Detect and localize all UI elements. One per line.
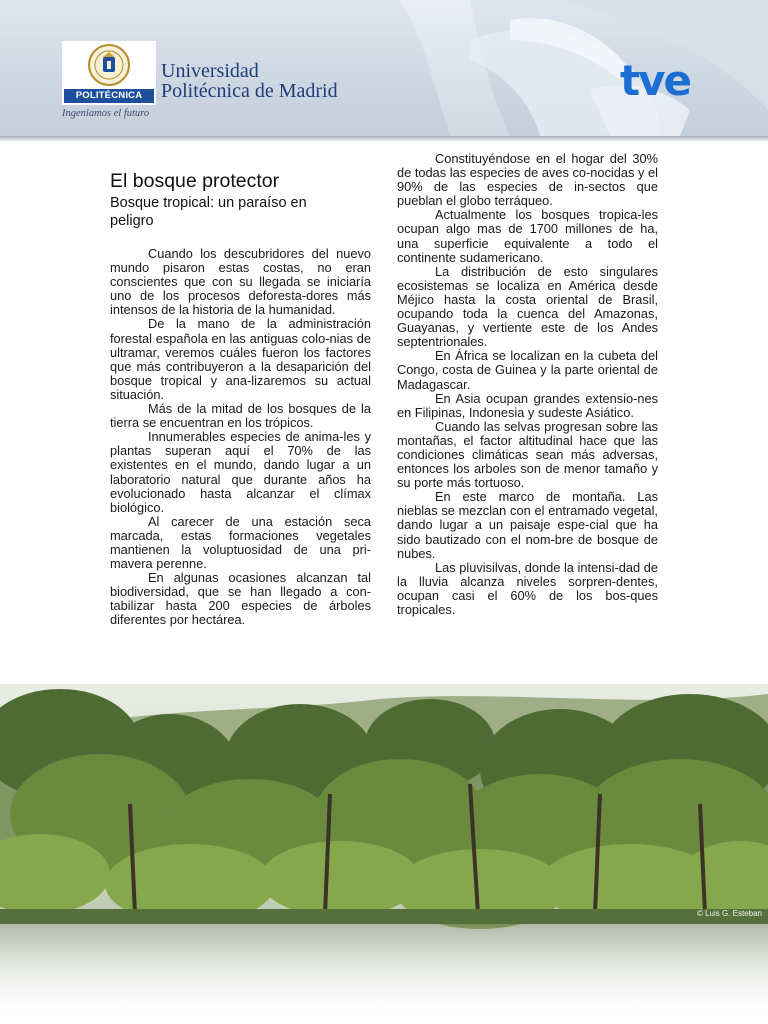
left-column: [110, 247, 371, 628]
paragraph: Actualmente los bosques tropica-les ocupan algo mas de 1700 millones de ha, una superficie equivalente a todo el continente sudamericano.: [397, 207, 658, 265]
university-crest-icon: [87, 43, 131, 87]
paragraph: En África se localizan en la cubeta del Congo, costa de Guinea y la parte oriental de Madagascar.: [397, 348, 658, 392]
paragraph: Cuando los descubridores del nuevo mundo pisaron estas costas, no eran conscientes que con su llegada se iniciaría uno de los procesos deforesta-dores más intensos de la historia de la humanidad.: [110, 246, 371, 318]
header-shadow: [0, 136, 768, 142]
article-title: El bosque protector: [110, 170, 280, 192]
university-name-line1: Universidad: [161, 60, 259, 82]
hands-illustration: [360, 0, 768, 136]
paragraph: Cuando las selvas progresan sobre las montañas, el factor altitudinal hace que las condiciones climáticas sean más adversas, entonces los arboles son de menor tamaño y su porte más tortuoso.: [397, 418, 658, 491]
logo-band-label: POLITÉCNICA: [64, 89, 154, 103]
forest-illustration: [0, 684, 768, 1024]
paragraph: De la mano de la administración forestal española en las antiguas colo-nias de ultramar, veremos cuáles fueron los factores que más contribuyeron a la desaparición del bosque tropical y ana-lizaremos su actual situación.: [110, 316, 371, 402]
paragraph: La distribución de esto singulares ecosistemas se localiza en América desde Méjico hasta la costa oriental de Brasil, ocupando toda la cuenca del Amazonas, Guayanas, y vertiente este de los Andes septentrionales.: [397, 263, 658, 350]
tve-logo: tve: [620, 56, 690, 105]
paragraph: En Asia ocupan grandes extensio-nes en Filipinas, Indonesia y sudeste Asiático.: [397, 390, 658, 420]
university-name: [161, 61, 338, 101]
forest-photo: [0, 684, 768, 1024]
paragraph: En algunas ocasiones alcanzan tal biodiversidad, que se han llegado a con-tabilizar hasta 200 especies de árboles diferentes por hectárea.: [110, 570, 371, 628]
university-name-line2: Politécnica de Madrid: [161, 80, 338, 102]
paragraph: En este marco de montaña. Las nieblas se mezclan con el entramado vegetal, dando lugar a un paisaje espe-cial que ha sido bautizado con el nom-bre de bosque de nubes.: [397, 489, 658, 561]
paragraph: Más de la mitad de los bosques de la tierra se encuentran en los trópicos.: [110, 401, 371, 431]
paragraph: Constituyéndose en el hogar del 30% de todas las especies de aves co-nocidas y el 90% de las especies de in-sectos que pueblan el globo terráqueo.: [397, 151, 658, 209]
paragraph: Las pluvisilvas, donde la intensi-dad de la lluvia alcanza niveles sorpren-dentes, ocupan casi el 60% de los bos-ques tropicales.: [397, 559, 658, 617]
right-column: [397, 152, 658, 617]
paragraph: Innumerables especies de anima-les y plantas superan aquí el 70% de las existentes en el mundo, dando lugar a un laboratorio natural que durante años ha evolucionado hasta alcanzar el clímax biológico.: [110, 429, 371, 515]
paragraph: Al carecer de una estación seca marcada, estas formaciones vegetales mantienen la voluptuosidad de una pri-mavera perenne.: [110, 513, 371, 572]
upm-logo: [62, 41, 156, 105]
photo-credit: © Luis G. Esteban: [696, 909, 762, 918]
header-banner: [0, 0, 768, 136]
article-subtitle: Bosque tropical: un paraíso en peligro: [110, 195, 307, 229]
university-motto: Ingeniamos el futuro: [62, 108, 150, 119]
